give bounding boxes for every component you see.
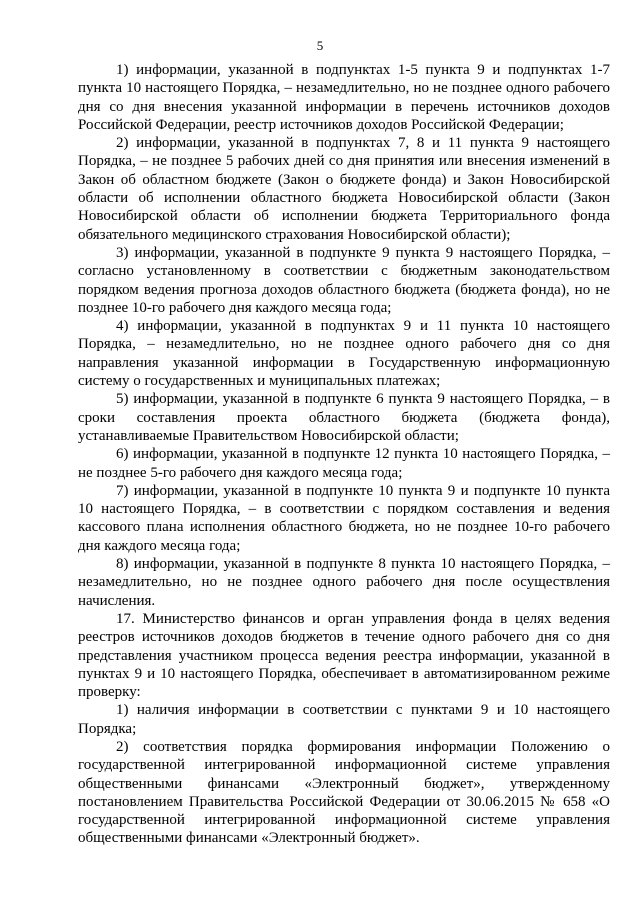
paragraph-item-1: 1) информации, указанной в подпунктах 1-5 пункта 9 и подпунктах 1-7 пункта 10 настоящего Порядка, – незамедлительно, но не позднее одного рабочего дня со дня внесения указанной информации в перечень источников доходов Российской Федерации, реестр источников доходов Российской Федерации; (78, 62, 610, 133)
paragraph-item-2: 2) информации, указанной в подпунктах 7, 8 и 11 пункта 9 настоящего Порядка, – не позднее 5 рабочих дней со дня принятия или внесения изменений в Закон об областном бюджете (Закон о бюджете фонда) и Закон Новосибирской области об исполнении областного бюджета Новосибирской области (Закон Новосибирской области об исполнении бюджета Территориального фонда обязательного медицинского страхования Новосибирской области); (78, 135, 610, 243)
page-number: 5 (316, 38, 324, 53)
paragraph-item-4: 4) информации, указанной в подпунктах 9 и 11 пункта 10 настоящего Порядка, – незамедлительно, но не позднее одного рабочего дня со дня направления указанной информации в Государственную информационную систему о государственных и муниципальных платежах; (78, 318, 610, 390)
paragraph-check-1: 1) наличия информации в соответствии с пунктами 9 и 10 настоящего Порядка; (78, 702, 610, 737)
paragraph-item-6: 6) информации, указанной в подпункте 12 пункта 10 настоящего Порядка, – не позднее 5-го рабочего дня каждого месяца года; (78, 446, 610, 481)
paragraph-item-5: 5) информации, указанной в подпункте 6 пункта 9 настоящего Порядка, – в сроки составления проекта областного бюджета (бюджета фонда), устанавливаемые Правительством Новосибирской области; (78, 391, 610, 444)
paragraph-section-17: 17. Министерство финансов и орган управления фонда в целях ведения реестров источников доходов бюджетов в течение одного рабочего дня со дня представления участником процесса ведения реестра информации, указанной в пунктах 9 и 10 настоящего Порядка, обеспечивает в автоматизированном режиме проверку: (78, 610, 610, 701)
paragraph-item-3: 3) информации, указанной в подпункте 9 пункта 9 настоящего Порядка, – согласно установленному в соответствии с бюджетным законодательством порядком ведения прогноза доходов областного бюджета (бюджета фонда), но не позднее 10-го рабочего дня каждого месяца года; (78, 244, 610, 316)
document-body (78, 61, 610, 848)
paragraph-item-7: 7) информации, указанной в подпункте 10 пункта 9 и подпункте 10 пункта 10 настоящего Порядка, – в соответствии с порядком составления и ведения кассового плана исполнения областного бюджета, но не позднее 10-го рабочего дня каждого месяца года; (78, 482, 610, 554)
paragraph-item-8: 8) информации, указанной в подпункте 8 пункта 10 настоящего Порядка, – незамедлительно, но не позднее одного рабочего дня после осуществления начисления. (78, 556, 610, 609)
paragraph-check-2: 2) соответствия порядка формирования информации Положению о государственной интегрированной информационной системе управления общественными финансами «Электронный бюджет», утвержденному постановлением Правительства Российской Федерации от 30.06.2015 № 658 «О государственной интегрированной информационной системе управления общественными финансами «Электронный бюджет». (78, 738, 610, 847)
